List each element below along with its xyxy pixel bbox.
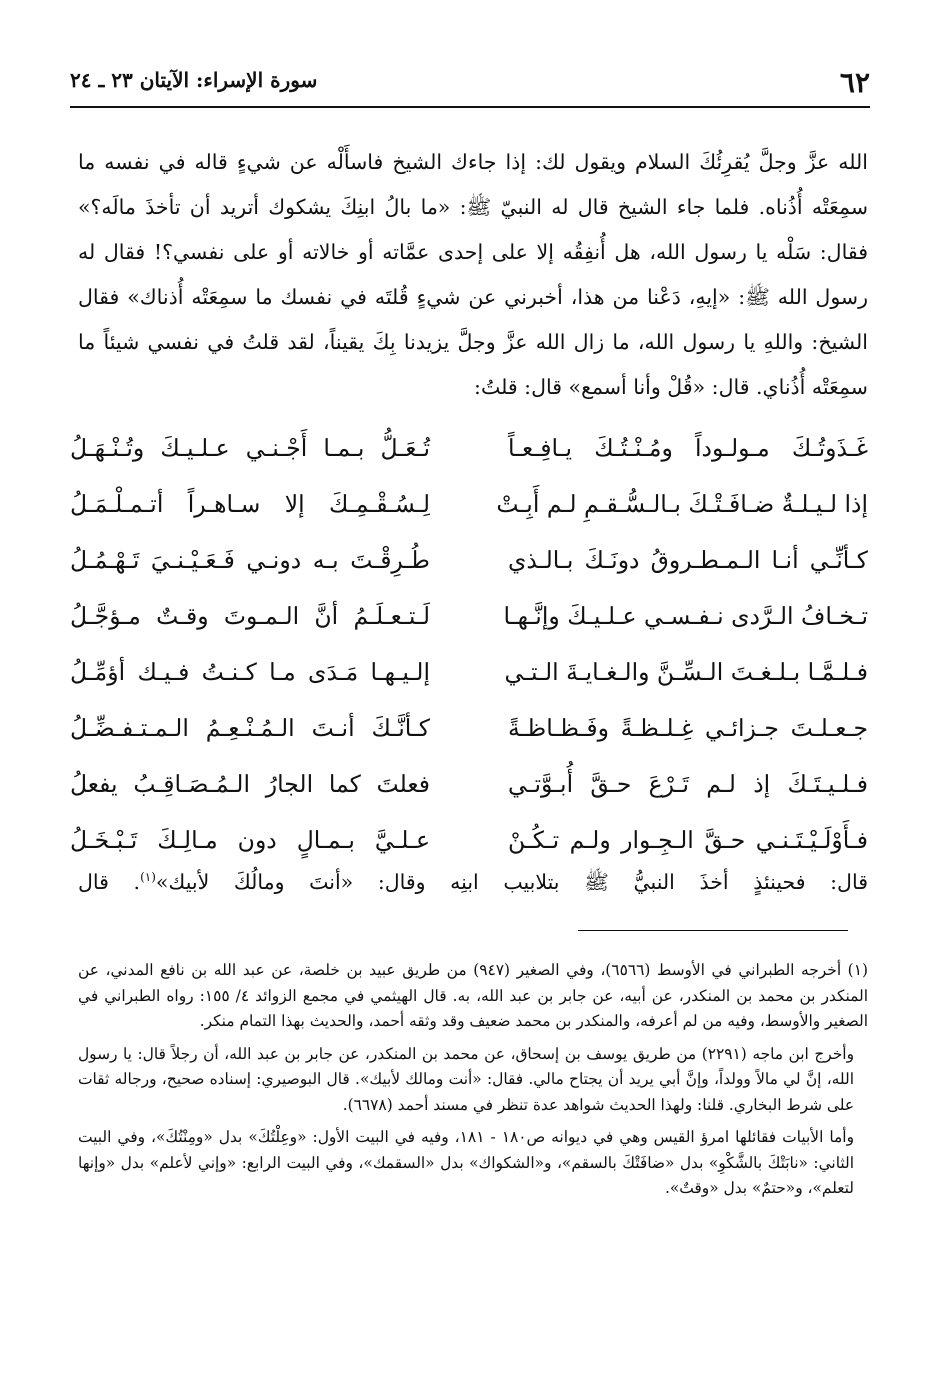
- footnote-continuation: وأخرج ابن ماجه (٢٢٩١) من طريق يوسف بن إسحاق، عن محمد بن المنكدر، عن جابر بن عبد الله، أن رجلاً قال: يا رسول الله، إنَّ لي مالاً وولداً، وإنَّ أبي يريد أن يجتاح مالي. فقال: «أنت ومالك لأبيك». قال البوصيري: إسناده صحيح، ورجاله ثقات على شرط البخاري. قلنا: ولهذا الحديث شواهد عدة تنظر في مسند أحمد (٦٦٧٨).: [78, 1044, 854, 1114]
- verse-second-hemistich: لَـتـعـلَـمُ أنَّ الـمـوتَ وقـتٌ مـؤجَّـلُ: [70, 602, 430, 630]
- verse-first-hemistich: إذا لـيـلـةٌ ضـافَـتْـكَ بـالـسُّـقـمِ لـم أَبِـتْ: [496, 490, 868, 518]
- running-title: سورة الإسراء: الآيتان ٢٣ ـ ٢٤: [70, 68, 318, 92]
- verse-line: [70, 708, 868, 764]
- verse-second-hemistich: لِـسُـقْـمِـكَ إلا سـاهـراً أتـمـلْـمَـلُ: [70, 490, 430, 518]
- footnote-1: (١) أخرجه الطبراني في الأوسط (٦٥٦٦)، وفي الصغير (٩٤٧) من طريق عبيد بن خلصة، عن عبد الله بن نافع المدني، عن المنكدر بن محمد بن المنكدر، عن أبيه، عن جابر بن عبد الله، به. قال الهيثمي في مجمع الزوائد ٤/ ١٥٥: رواه الطبراني في الصغير والأوسط، وفيه من لم أعرفه، والمنكدر بن محمد ضعيف وقد وثقه أحمد، والحديث بهذا التمام منكر.: [78, 961, 869, 1030]
- verse-line: [70, 540, 868, 596]
- verse-first-hemistich: كـأنِّـي أنـا الـمـطـروقُ دونَـكَ بـالـذي: [508, 546, 868, 574]
- footnote-continuation: وأما الأبيات فقائلها امرؤ القيس وهي في ديوانه ص١٨٠ - ١٨١، وفيه في البيت الأول: «وعِلْتُكَ» بدل «ومِنْتُكَ»، وفي البيت الثاني: «نابَتْكَ بالشَّكْوِ» بدل «ضافَتْكَ بالسقم»، و«الشكواك» بدل «السقمك»، وفي البيت الرابع: «وإني لأعلم» بدل «وإنها لتعلم»، و«حتمٌ» بدل «وقتٌ».: [78, 1128, 854, 1197]
- verse-second-hemistich: فعلتَ كما الجارُ الـمُـصَـاقِـبُ يفعلُ: [70, 770, 430, 798]
- verse-line: [70, 820, 868, 876]
- verse-first-hemistich: فـلـيـتَـكَ إذ لـم تَـرْعَ حـقَّ أُبـوَّتـي: [508, 770, 868, 798]
- verse-second-hemistich: تُـعَـلُّ بـمـا أَجْـنـي عـلـيـكَ وتُـنْـهَـلُ: [70, 434, 430, 462]
- footnote-marker[interactable]: (١): [140, 870, 156, 885]
- page-number: ٦٢: [839, 66, 870, 99]
- verse-line: [70, 428, 868, 484]
- verse-first-hemistich: غَـذَوتُـكَ مـولـوداً ومُـنْـتُـكَ يـافِـعـاً: [508, 434, 868, 462]
- closing-tail: . قال: [78, 870, 141, 894]
- poem: [70, 428, 868, 876]
- verse-first-hemistich: فـلـمَّـا بـلـغـتَ الـسِّـنَّ والـغـايـةَ الـتـي: [504, 658, 868, 686]
- footnotes: [78, 958, 868, 1209]
- verse-first-hemistich: جـعـلـتَ جـزائـي غِـلـظـةً وفَـظـاظـةً: [508, 714, 868, 742]
- header-rule: [70, 106, 870, 108]
- verse-second-hemistich: طُـرِقْـتَ بـه دونـي فَـعَـيْـنـيَ تَـهْـمُـلُ: [70, 546, 430, 574]
- verse-line: [70, 764, 868, 820]
- verse-line: [70, 596, 868, 652]
- verse-line: [70, 652, 868, 708]
- main-text: [78, 140, 868, 410]
- footnote-separator: [578, 930, 848, 931]
- verse-first-hemistich: فـأَوْلَـيْـتَـنـي حـقَّ الـجِـوار ولـم تـكُـنْ: [508, 826, 868, 854]
- closing-text: قال: فحينئذٍ أخذَ النبيُّ ﷺ بتلابيب ابنِه وقال: «أنتَ ومالُكَ لأبيك»: [155, 870, 868, 894]
- verse-first-hemistich: تـخـافُ الـرَّدى نـفـسـي عـلـيـكَ وإنَّـهـا: [503, 602, 868, 630]
- page-header: [70, 62, 870, 102]
- closing-line: [78, 870, 868, 900]
- verse-second-hemistich: كـأنَّـكَ أنـتَ الـمُـنْـعِـمُ الـمـتـفـضِّـلُ: [70, 714, 430, 742]
- verse-line: [70, 484, 868, 540]
- verse-second-hemistich: إلـيـهـا مَـدَى مـا كـنـتُ فـيـك أؤمِّـلُ: [70, 658, 430, 686]
- prose-paragraph: الله عزَّ وجلَّ يُقرِئُكَ السلام ويقول لك: إذا جاءك الشيخ فاسأَلْه عن شيءٍ قاله في نفسه ما سمِعَتْه أُذُناه. فلما جاء الشيخ قال له النبيّ ﷺ: «ما بالُ ابنِكَ يشكوك أتريد أن تأخذَ مالَه؟» فقال: سَلْه يا رسول الله، هل أُنفِقُه إلا على إحدى عمَّاته أو خالاته أو على نفسي؟! فقال له رسول الله ﷺ: «إيهِ، دَعْنا من هذا، أخبرني عن شيءٍ قُلتَه في نفسك ما سمِعَتْه أُذناك» فقال الشيخ: واللهِ يا رسول الله، ما زال الله عزَّ وجلَّ يزيدنا بِكَ يقيناً، لقد قلتُ في نفسي شيئاً ما سمِعَتْه أُذُناي. قال: «قُلْ وأنا أسمع» قال: قلتُ:: [78, 150, 868, 399]
- verse-second-hemistich: عـلـيَّ بـمـالٍ دون مـالِـكَ تَـبْـخَـلُ: [70, 826, 430, 854]
